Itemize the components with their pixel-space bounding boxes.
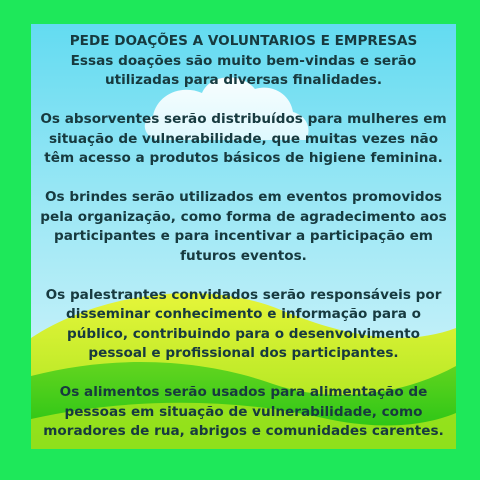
paragraph-absorventes: Os absorventes serão distribuídos para mulheres em situação de vulnerabilidade, que muitas vezes não têm acesso a produtos básicos de higiene feminina. bbox=[40, 111, 447, 166]
paragraph-palestrantes: Os palestrantes convidados serão responsáveis por disseminar conhecimento e informação para o público, contribuindo para o desenvolvimento pessoal e profissional dos participantes. bbox=[45, 286, 442, 361]
text-content bbox=[37, 32, 450, 449]
paragraph-alimentos: Os alimentos serão usados para alimentação de pessoas em situação de vulnerabilidade, como moradores de rua, abrigos e comunidades carentes. bbox=[43, 384, 444, 439]
page-title: PEDE DOAÇÕES A VOLUNTARIOS E EMPRESAS bbox=[69, 33, 418, 49]
paragraph-intro: Essas doações são muito bem-vindas e serão utilizadas para diversas finalidades. bbox=[70, 52, 417, 88]
paragraph-brindes: Os brindes serão utilizados em eventos promovidos pela organização, como forma de agradecimento aos participantes e para incentivar a participação em futuros eventos. bbox=[40, 189, 447, 264]
info-card bbox=[31, 24, 456, 449]
